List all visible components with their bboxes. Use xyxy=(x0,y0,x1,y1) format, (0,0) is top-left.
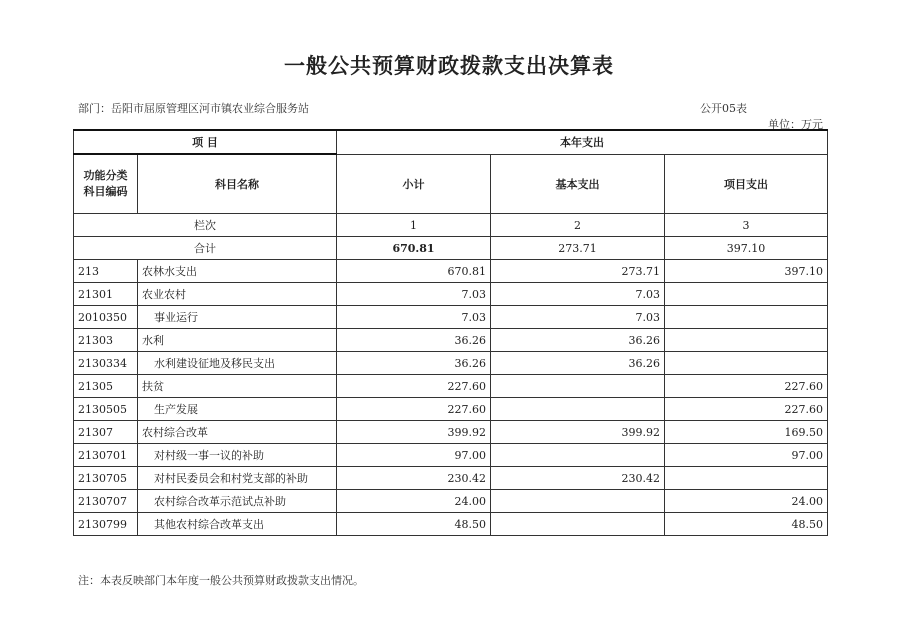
table-row xyxy=(74,260,828,283)
row-project: 397.10 xyxy=(665,260,828,283)
row-subtotal: 97.00 xyxy=(337,444,491,467)
table-row xyxy=(74,467,828,490)
row-name: 事业运行 xyxy=(138,306,337,329)
row-basic xyxy=(491,444,665,467)
table-row xyxy=(74,329,828,352)
row-code: 213 xyxy=(74,260,138,283)
unit-label: 单位：万元 xyxy=(768,118,823,131)
column-number-3: 3 xyxy=(665,214,828,237)
row-code: 2130701 xyxy=(74,444,138,467)
row-project xyxy=(665,283,828,306)
header-row-1 xyxy=(74,130,828,154)
total-subtotal: 670.81 xyxy=(337,237,491,260)
row-subtotal: 227.60 xyxy=(337,375,491,398)
row-basic: 7.03 xyxy=(491,283,665,306)
row-subtotal: 227.60 xyxy=(337,398,491,421)
header-code-line2: 科目编码 xyxy=(83,185,128,198)
header-project: 项目支出 xyxy=(665,154,828,214)
row-basic: 7.03 xyxy=(491,306,665,329)
row-basic: 230.42 xyxy=(491,467,665,490)
row-subtotal: 7.03 xyxy=(337,306,491,329)
header-current-year: 本年支出 xyxy=(337,130,828,154)
header-name: 科目名称 xyxy=(138,154,337,214)
row-name: 水利建设征地及移民支出 xyxy=(138,352,337,375)
row-code: 2130707 xyxy=(74,490,138,513)
row-subtotal: 36.26 xyxy=(337,352,491,375)
row-code: 2010350 xyxy=(74,306,138,329)
row-code: 21307 xyxy=(74,421,138,444)
row-name: 农村综合改革示范试点补助 xyxy=(138,490,337,513)
table-row xyxy=(74,306,828,329)
row-subtotal: 670.81 xyxy=(337,260,491,283)
total-project: 397.10 xyxy=(665,237,828,260)
row-subtotal: 36.26 xyxy=(337,329,491,352)
footnote: 注：本表反映部门本年度一般公共预算财政拨款支出情况。 xyxy=(78,574,364,587)
row-name: 生产发展 xyxy=(138,398,337,421)
column-number-row xyxy=(74,214,828,237)
expenditure-table xyxy=(73,129,828,536)
column-number-label: 栏次 xyxy=(74,214,337,237)
row-basic: 36.26 xyxy=(491,352,665,375)
row-code: 2130799 xyxy=(74,513,138,536)
table-row xyxy=(74,352,828,375)
row-project: 169.50 xyxy=(665,421,828,444)
row-project xyxy=(665,306,828,329)
row-subtotal: 24.00 xyxy=(337,490,491,513)
row-project xyxy=(665,467,828,490)
row-basic xyxy=(491,375,665,398)
department-label: 部门：岳阳市屈原管理区河市镇农业综合服务站 xyxy=(78,102,309,115)
total-basic: 273.71 xyxy=(491,237,665,260)
table-row xyxy=(74,283,828,306)
form-code: 公开05表 xyxy=(700,102,747,115)
row-subtotal: 399.92 xyxy=(337,421,491,444)
header-code xyxy=(74,154,138,214)
row-code: 21301 xyxy=(74,283,138,306)
row-name: 其他农村综合改革支出 xyxy=(138,513,337,536)
table-row xyxy=(74,444,828,467)
row-name: 农村综合改革 xyxy=(138,421,337,444)
row-basic: 36.26 xyxy=(491,329,665,352)
row-code: 2130705 xyxy=(74,467,138,490)
column-number-2: 2 xyxy=(491,214,665,237)
row-name: 农业农村 xyxy=(138,283,337,306)
row-project xyxy=(665,329,828,352)
row-name: 对村民委员会和村党支部的补助 xyxy=(138,467,337,490)
row-code: 2130334 xyxy=(74,352,138,375)
row-code: 2130505 xyxy=(74,398,138,421)
row-project: 97.00 xyxy=(665,444,828,467)
row-subtotal: 230.42 xyxy=(337,467,491,490)
table-row xyxy=(74,490,828,513)
page-title: 一般公共预算财政拨款支出决算表 xyxy=(284,54,614,78)
header-row-2 xyxy=(74,154,828,214)
row-subtotal: 7.03 xyxy=(337,283,491,306)
table-row xyxy=(74,513,828,536)
row-basic xyxy=(491,398,665,421)
row-code: 21305 xyxy=(74,375,138,398)
row-basic xyxy=(491,490,665,513)
total-row xyxy=(74,237,828,260)
total-label: 合计 xyxy=(74,237,337,260)
table-row xyxy=(74,421,828,444)
row-name: 扶贫 xyxy=(138,375,337,398)
table-row xyxy=(74,398,828,421)
row-project xyxy=(665,352,828,375)
row-name: 农林水支出 xyxy=(138,260,337,283)
row-project: 227.60 xyxy=(665,398,828,421)
header-subtotal: 小计 xyxy=(337,154,491,214)
row-name: 水利 xyxy=(138,329,337,352)
row-project: 48.50 xyxy=(665,513,828,536)
header-basic: 基本支出 xyxy=(491,154,665,214)
header-item: 项 目 xyxy=(74,130,337,154)
header-code-line1: 功能分类 xyxy=(83,169,128,182)
row-basic: 399.92 xyxy=(491,421,665,444)
row-basic: 273.71 xyxy=(491,260,665,283)
row-subtotal: 48.50 xyxy=(337,513,491,536)
row-basic xyxy=(491,513,665,536)
row-name: 对村级一事一议的补助 xyxy=(138,444,337,467)
row-project: 24.00 xyxy=(665,490,828,513)
row-project: 227.60 xyxy=(665,375,828,398)
column-number-1: 1 xyxy=(337,214,491,237)
table-row xyxy=(74,375,828,398)
row-code: 21303 xyxy=(74,329,138,352)
